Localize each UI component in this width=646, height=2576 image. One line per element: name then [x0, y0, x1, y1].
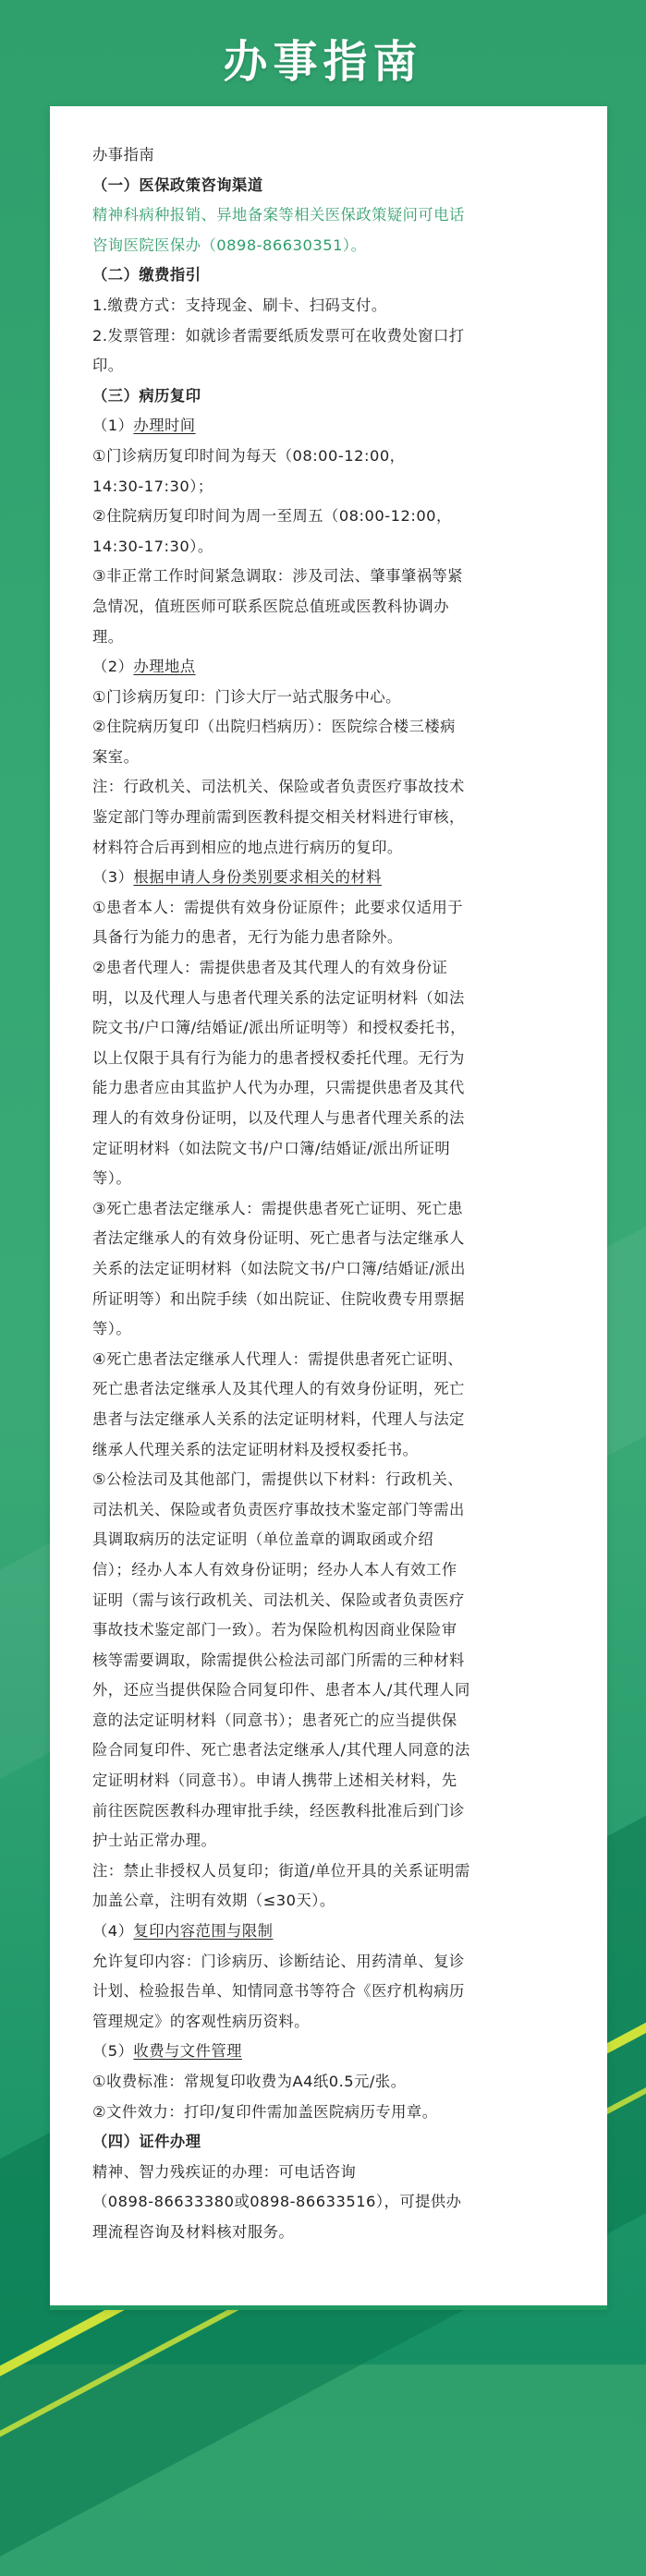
materials-line: 以上仅限于具有行为能力的患者授权委托代理。无行为 [92, 1048, 465, 1067]
materials-line: 证明（需与该行政机关、司法机关、保险或者负责医疗 [92, 1590, 465, 1609]
section-heading-insurance: （一）医保政策咨询渠道 [92, 175, 263, 194]
subheading-fees [92, 2037, 562, 2067]
place-line: ②住院病历复印（出院归档病历）：医院综合楼三楼病 [92, 718, 456, 736]
materials-line: 者法定继承人的有效身份证明、死亡患者与法定继承人 [92, 1229, 465, 1248]
time-line: ①门诊病历复印时间为每天（08:00-12:00， [92, 446, 406, 465]
materials-line: 前往医院医教科办理审批手续，经医教科批准后到门诊 [92, 1801, 465, 1820]
materials-line: 等）。 [92, 1169, 132, 1188]
subheading-place [92, 652, 562, 683]
subheading-number: （5） [92, 2042, 134, 2061]
place-note: 鉴定部门等办理前需到医教科提交相关材料进行审核， [92, 808, 465, 827]
materials-line: 患者与法定继承人关系的法定证明材料，代理人与法定 [92, 1409, 465, 1428]
page-title: 办事指南 [223, 36, 423, 88]
materials-line: 明，以及代理人与患者代理关系的法定证明材料（如法 [92, 988, 465, 1007]
section-heading-records: （三）病历复印 [92, 386, 201, 405]
subheading-scope [92, 1917, 562, 1947]
place-line: 案室。 [92, 747, 140, 766]
materials-line: ③死亡患者法定继承人：需提供患者死亡证明、死亡患 [92, 1199, 464, 1217]
materials-line: 意的法定证明材料（同意书）；患者死亡的应当提供保 [92, 1711, 457, 1729]
materials-line: 信）；经办人本人有效身份证明；经办人本人有效工作 [92, 1560, 457, 1578]
materials-line: 具调取病历的法定证明（单位盖章的调取函或介绍 [92, 1530, 434, 1549]
subheading-label: 办理时间 [133, 417, 196, 435]
invoice-text: 印。 [92, 357, 124, 375]
materials-line: 定证明材料（如法院文书/户口簿/结婚证/派出所证明 [92, 1139, 451, 1157]
section-heading-payment: （二）缴费指引 [92, 266, 201, 284]
materials-line: 院文书/户口簿/结婚证/派出所证明等）和授权委托书， [92, 1019, 466, 1037]
materials-line: ⑤公检法司及其他部门，需提供以下材料：行政机关、 [92, 1470, 464, 1489]
materials-line: ①患者本人：需提供有效身份证原件；此要求仅适用于 [92, 898, 464, 916]
time-line: 理。 [92, 627, 124, 646]
materials-note: 加盖公章，注明有效期（≤30天）。 [92, 1892, 335, 1910]
certificate-line: 理流程咨询及材料核对服务。 [92, 2222, 295, 2241]
subheading-number: （3） [92, 868, 134, 887]
time-line: ③非正常工作时间紧急调取：涉及司法、肇事肇祸等紧 [92, 567, 464, 586]
materials-line: ②患者代理人：需提供患者及其代理人的有效身份证 [92, 959, 448, 977]
scope-line: 管理规定》的客观性病历资料。 [92, 2012, 310, 2030]
guide-content [92, 140, 562, 2248]
place-note: 注：行政机关、司法机关、保险或者负责医疗事故技术 [92, 778, 465, 796]
invoice-text: 2.发票管理：如就诊者需要纸质发票可在收费处窗口打 [92, 326, 465, 345]
certificate-line: （0898-86633380或0898-86633516），可提供办 [92, 2193, 462, 2211]
materials-line: ④死亡患者法定继承人代理人：需提供患者死亡证明、 [92, 1349, 464, 1368]
materials-line: 等）。 [92, 1320, 132, 1338]
subheading-number: （4） [92, 1922, 134, 1941]
place-note: 材料符合后再到相应的地点进行病历的复印。 [92, 838, 403, 856]
materials-line: 理人的有效身份证明，以及代理人与患者代理关系的法 [92, 1109, 465, 1127]
materials-line: 所证明等）和出院手续（如出院证、住院收费专用票据 [92, 1289, 465, 1308]
time-line: ②住院病历复印时间为周一至周五（08:00-12:00， [92, 507, 452, 526]
subheading-number: （2） [92, 658, 134, 676]
subheading-label: 收费与文件管理 [133, 2042, 242, 2061]
materials-line: 继承人代理关系的法定证明材料及授权委托书。 [92, 1440, 419, 1458]
materials-line: 关系的法定证明材料（如法院文书/户口簿/结婚证/派出 [92, 1259, 466, 1277]
time-line: 14:30-17:30）。 [92, 537, 213, 555]
scope-line: 允许复印内容：门诊病历、诊断结论、用药清单、复诊 [92, 1952, 465, 1970]
materials-note: 注：禁止非授权人员复印；街道/单位开具的关系证明需 [92, 1861, 470, 1880]
subheading-time [92, 411, 562, 441]
certificate-line: 精神、智力残疾证的办理：可电话咨询 [92, 2162, 357, 2181]
materials-line: 核等需要调取，除需提供公检法司部门所需的三种材料 [92, 1651, 465, 1669]
materials-line: 事故技术鉴定部门一致）。若为保险机构因商业保险审 [92, 1621, 457, 1639]
insurance-text: 咨询医院医保办（0898-86630351）。 [92, 236, 367, 254]
materials-line: 外，还应当提供保险合同复印件、患者本人/其代理人同 [92, 1681, 470, 1699]
subheading-materials [92, 863, 562, 893]
subheading-number: （1） [92, 417, 134, 435]
subheading-label: 办理地点 [133, 658, 196, 676]
insurance-text: 精神科病种报销、异地备案等相关医保政策疑问可电话 [92, 206, 465, 224]
place-line: ①门诊病历复印：门诊大厅一站式服务中心。 [92, 687, 401, 706]
materials-line: 具备行为能力的患者，无行为能力患者除外。 [92, 928, 403, 947]
payment-method: 1.缴费方式：支持现金、刷卡、扫码支付。 [92, 296, 387, 314]
materials-line: 能力患者应由其监护人代为办理，只需提供患者及其代 [92, 1079, 465, 1097]
materials-line: 险合同复印件、死亡患者法定继承人/其代理人同意的法 [92, 1741, 470, 1760]
materials-line: 定证明材料（同意书）。申请人携带上述相关材料，先 [92, 1772, 457, 1790]
time-line: 14:30-17:30）； [92, 477, 213, 495]
subheading-label: 复印内容范围与限制 [133, 1922, 274, 1941]
fees-line: ①收费标准：常规复印收费为A4纸0.5元/张。 [92, 2073, 407, 2090]
materials-line: 死亡患者法定继承人及其代理人的有效身份证明，死亡 [92, 1380, 465, 1398]
doc-title: 办事指南 [92, 146, 155, 163]
fees-line: ②文件效力：打印/复印件需加盖医院病历专用章。 [92, 2102, 438, 2121]
scope-line: 计划、检验报告单、知情同意书等符合《医疗机构病历 [92, 1982, 465, 2001]
subheading-label: 根据申请人身份类别要求相关的材料 [133, 868, 382, 887]
footer-divider [50, 2305, 607, 2310]
time-line: 急情况，值班医师可联系医院总值班或医教科协调办 [92, 597, 449, 615]
section-heading-certificates: （四）证件办理 [92, 2133, 201, 2151]
materials-line: 司法机关、保险或者负责医疗事故技术鉴定部门等需出 [92, 1500, 465, 1518]
materials-line: 护士站正常办理。 [92, 1832, 217, 1850]
